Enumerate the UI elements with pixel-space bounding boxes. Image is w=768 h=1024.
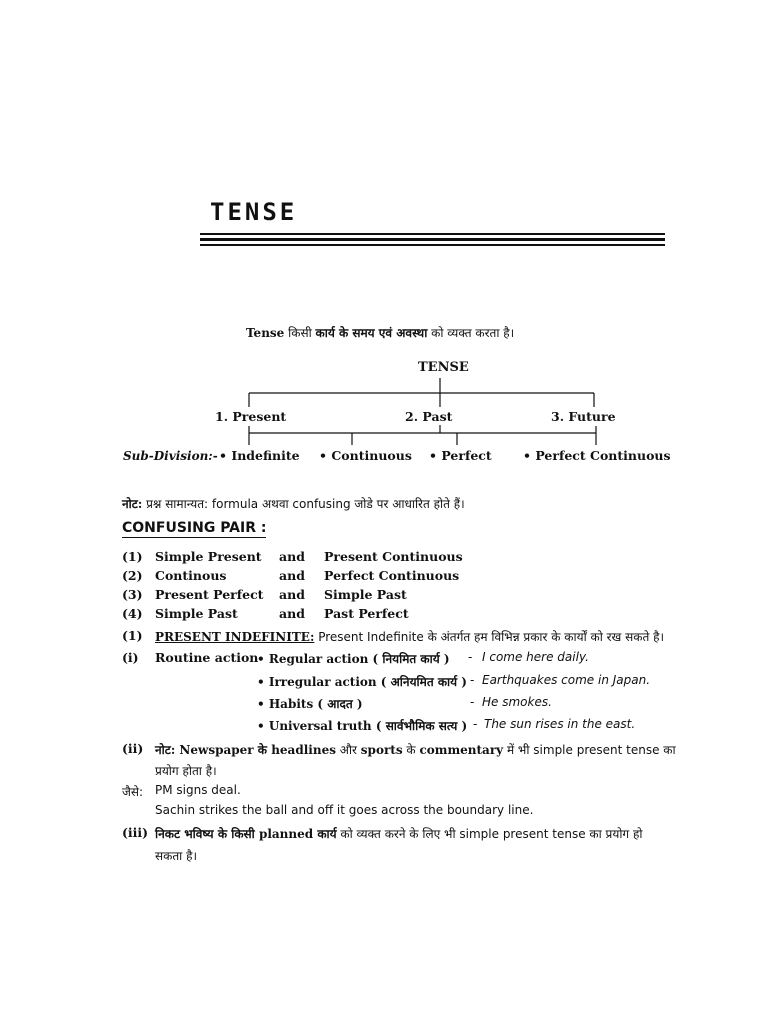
note2-and: और [335, 743, 361, 757]
page-title: TENSE [210, 198, 298, 226]
pair-num: (2) [122, 568, 143, 583]
example-line: PM signs deal. [155, 783, 241, 797]
routine-item-hindi: ( आदत ) [313, 697, 363, 711]
intro-bold: कार्य के समय एवं अवस्था [315, 326, 428, 340]
pair-num: (4) [122, 606, 143, 621]
pair-b: Perfect Continuous [324, 568, 460, 583]
note2-label: नोट: [155, 743, 176, 757]
routine-item-label: • Irregular action [257, 675, 377, 689]
pair-num: (1) [122, 549, 143, 564]
pair-a: Present Perfect [155, 587, 264, 602]
note-text: प्रश्न सामान्यत: formula अथवा confusing जोडे पर आधारित होते हैं। [142, 497, 465, 511]
routine-example: I come here daily. [482, 650, 589, 664]
pair-a: Simple Past [155, 606, 238, 621]
note3-num: (iii) [122, 825, 149, 840]
intro-term: Tense [246, 326, 285, 340]
pair-a: Continous [155, 568, 227, 583]
pair-and: and [279, 549, 305, 564]
routine-example: The sun rises in the east. [484, 717, 636, 731]
note3-text: को व्यक्त करने के लिए भी simple present tense का प्रयोग हो [336, 827, 643, 841]
branch-future: 3. Future [551, 409, 616, 424]
note3-bold: निकट भविष्य के किसी planned कार्य [155, 827, 337, 841]
pair-and: and [279, 587, 305, 602]
note2-headlines: Newspaper के headlines [175, 743, 336, 757]
routine-item [257, 673, 467, 690]
routine-num: (i) [122, 650, 139, 665]
note-formula [122, 495, 465, 512]
subdivision-indefinite: • Indefinite [219, 448, 300, 463]
pair-and: and [279, 606, 305, 621]
routine-dash: - [473, 717, 478, 731]
pair-b: Simple Past [324, 587, 407, 602]
pair-b: Present Continuous [324, 549, 463, 564]
routine-label: Routine action [155, 650, 259, 665]
routine-item [257, 650, 450, 667]
intro-text-end: को व्यक्त करता है। [427, 326, 515, 340]
routine-item-hindi: ( नियमित कार्य ) [368, 652, 450, 666]
branch-present: 1. Present [215, 409, 287, 424]
routine-item [257, 695, 363, 712]
subdivision-perfect-continuous: • Perfect Continuous [523, 448, 671, 463]
example-line: Sachin strikes the ball and off it goes across the boundary line. [155, 803, 534, 817]
routine-dash: - [470, 695, 475, 709]
pair-a: Simple Present [155, 549, 262, 564]
section-num: (1) [122, 628, 143, 643]
pair-b: Past Perfect [324, 606, 409, 621]
pair-num: (3) [122, 587, 143, 602]
subdivision-label: Sub-Division:- [123, 449, 218, 463]
routine-item-label: • Universal truth [257, 719, 372, 733]
routine-item-hindi: ( अनियमित कार्य ) [376, 675, 467, 689]
section-text: Present Indefinite के अंतर्गत हम विभिन्न प्रकार के कार्यों को रख सकते है। [314, 630, 665, 644]
subdivision-perfect: • Perfect [429, 448, 492, 463]
note-label: नोट: [122, 497, 143, 511]
routine-item-label: • Habits [257, 697, 314, 711]
routine-item-label: • Regular action [257, 652, 369, 666]
routine-dash: - [470, 673, 475, 687]
section-heading: PRESENT INDEFINITE: [155, 630, 315, 644]
note3-line2: सकता है। [155, 849, 198, 863]
routine-dash: - [468, 650, 473, 664]
routine-example: Earthquakes come in Japan. [482, 673, 651, 687]
tree-root: TENSE [418, 360, 469, 375]
section-present-indefinite [155, 628, 664, 645]
routine-example: He smokes. [482, 695, 552, 709]
note2-num: (ii) [122, 741, 144, 756]
note2-ke: के [402, 743, 420, 757]
note2-sports: sports [360, 743, 403, 757]
routine-item [257, 717, 467, 734]
note2-commentary: commentary [419, 743, 504, 757]
note-newspaper [155, 741, 676, 758]
subdivision-continuous: • Continuous [319, 448, 412, 463]
intro-text: किसी [284, 326, 316, 340]
note2-text: में भी simple present tense का [503, 743, 676, 757]
routine-item-hindi: ( सार्वभौमिक सत्य ) [371, 719, 468, 733]
pair-and: and [279, 568, 305, 583]
branch-past: 2. Past [405, 409, 453, 424]
confusing-pair-heading: CONFUSING PAIR : [122, 520, 267, 536]
examples-label: जैसे: [122, 785, 144, 799]
note-planned [155, 825, 642, 842]
note2-line2: प्रयोग होता है। [155, 764, 217, 778]
